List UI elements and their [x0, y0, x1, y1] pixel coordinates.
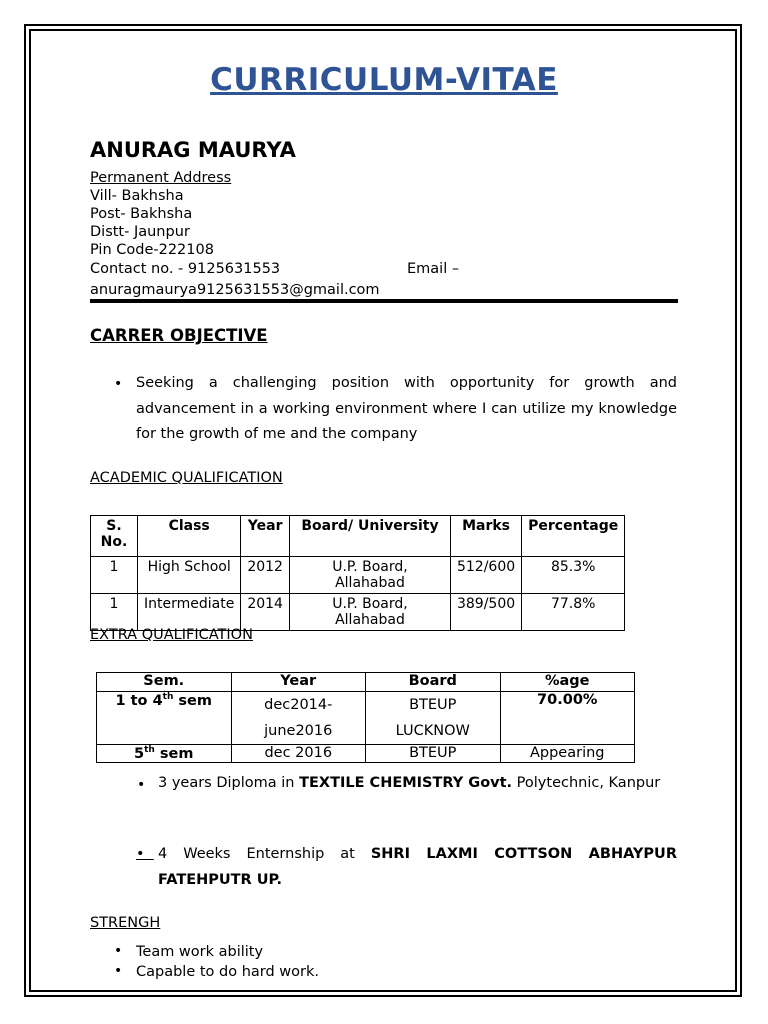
- objective-text: Seeking a challenging position with opportunity for growth and advancement in a working environment where I can utilize my knowledge for the growth of me and the company: [136, 375, 677, 442]
- sem-text: 1 to 4: [115, 692, 163, 709]
- sem-text: sem: [173, 692, 212, 709]
- extra-heading: EXTRA QUALIFICATION: [90, 627, 253, 643]
- table-cell: 85.3%: [522, 557, 625, 594]
- sem-ordinal: th: [162, 692, 174, 702]
- table-cell: [97, 692, 232, 745]
- table-row: [91, 594, 625, 631]
- document-title: CURRICULUM-VITAE: [210, 62, 558, 98]
- candidate-name: ANURAG MAURYA: [90, 138, 296, 162]
- bullet-marker: •: [114, 943, 123, 959]
- diploma-pre: 3 years Diploma in: [158, 775, 300, 791]
- diploma-post: Polytechnic, Kanpur: [512, 775, 661, 791]
- table-cell: Intermediate: [138, 594, 241, 631]
- strength-heading: STRENGH: [90, 915, 161, 931]
- col-header: Marks: [450, 516, 521, 557]
- academic-heading: ACADEMIC QUALIFICATION: [90, 470, 283, 486]
- col-header: %age: [500, 673, 635, 692]
- table-row: [91, 557, 625, 594]
- table-cell: 389/500: [450, 594, 521, 631]
- objective-heading: CARRER OBJECTIVE: [90, 326, 268, 345]
- bullet-marker: [136, 846, 154, 862]
- sem-ordinal: th: [144, 745, 155, 755]
- table-cell: BTEUP LUCKNOW: [366, 692, 501, 745]
- col-header: Percentage: [522, 516, 625, 557]
- table-cell: [97, 745, 232, 763]
- address-line: Post- Bakhsha: [90, 206, 193, 222]
- address-line: Distt- Jaunpur: [90, 224, 190, 240]
- table-cell: BTEUP: [366, 745, 501, 763]
- col-header: S. No.: [91, 516, 138, 557]
- col-header: Year: [231, 673, 366, 692]
- col-header: Board: [366, 673, 501, 692]
- bullet-marker: •: [114, 963, 123, 979]
- table-cell: dec2014- june2016: [231, 692, 366, 745]
- table-cell: U.P. Board, Allahabad: [289, 594, 450, 631]
- col-header: Class: [138, 516, 241, 557]
- header-divider: [90, 299, 678, 303]
- col-header: Year: [241, 516, 290, 557]
- table-cell: 1: [91, 594, 138, 631]
- extra-table: [96, 672, 635, 763]
- email-label: Email –: [407, 261, 460, 277]
- table-cell: 2014: [241, 594, 290, 631]
- strength-item: Team work ability: [136, 944, 264, 960]
- strength-item: Capable to do hard work.: [136, 964, 320, 980]
- address-line: Vill- Bakhsha: [90, 188, 184, 204]
- table-cell: Appearing: [500, 745, 635, 763]
- internship-text: [158, 842, 677, 893]
- table-cell: 512/600: [450, 557, 521, 594]
- address-line: Pin Code-222108: [90, 242, 214, 258]
- table-header-row: [97, 673, 635, 692]
- table-cell: High School: [138, 557, 241, 594]
- bullet-marker: •: [137, 777, 146, 793]
- academic-table: [90, 515, 625, 631]
- internship-bold: SHRI LAXMI COTTSON ABHAYPUR FATEHPUTR UP.: [158, 846, 677, 888]
- col-header: Sem.: [97, 673, 232, 692]
- sem-text: sem: [154, 745, 194, 762]
- table-cell: dec 2016: [231, 745, 366, 763]
- email-address: anuragmaurya9125631553@gmail.com: [90, 282, 380, 298]
- table-cell: U.P. Board, Allahabad: [289, 557, 450, 594]
- table-cell: 70.00%: [500, 692, 635, 745]
- table-cell: 1: [91, 557, 138, 594]
- table-cell: 2012: [241, 557, 290, 594]
- table-row: [97, 745, 635, 763]
- col-header: Board/ University: [289, 516, 450, 557]
- address-heading: Permanent Address: [90, 170, 232, 186]
- table-row: [97, 692, 635, 745]
- internship-marker: •: [136, 846, 145, 862]
- table-cell: 77.8%: [522, 594, 625, 631]
- bullet-marker: •: [114, 376, 123, 392]
- sem-text: 5: [134, 745, 145, 762]
- contact-number: Contact no. - 9125631553: [90, 261, 281, 277]
- internship-pre: 4 Weeks Enternship at: [158, 846, 371, 862]
- diploma-bold: TEXTILE CHEMISTRY Govt.: [299, 775, 513, 791]
- diploma-text: [158, 771, 677, 797]
- table-header-row: [91, 516, 625, 557]
